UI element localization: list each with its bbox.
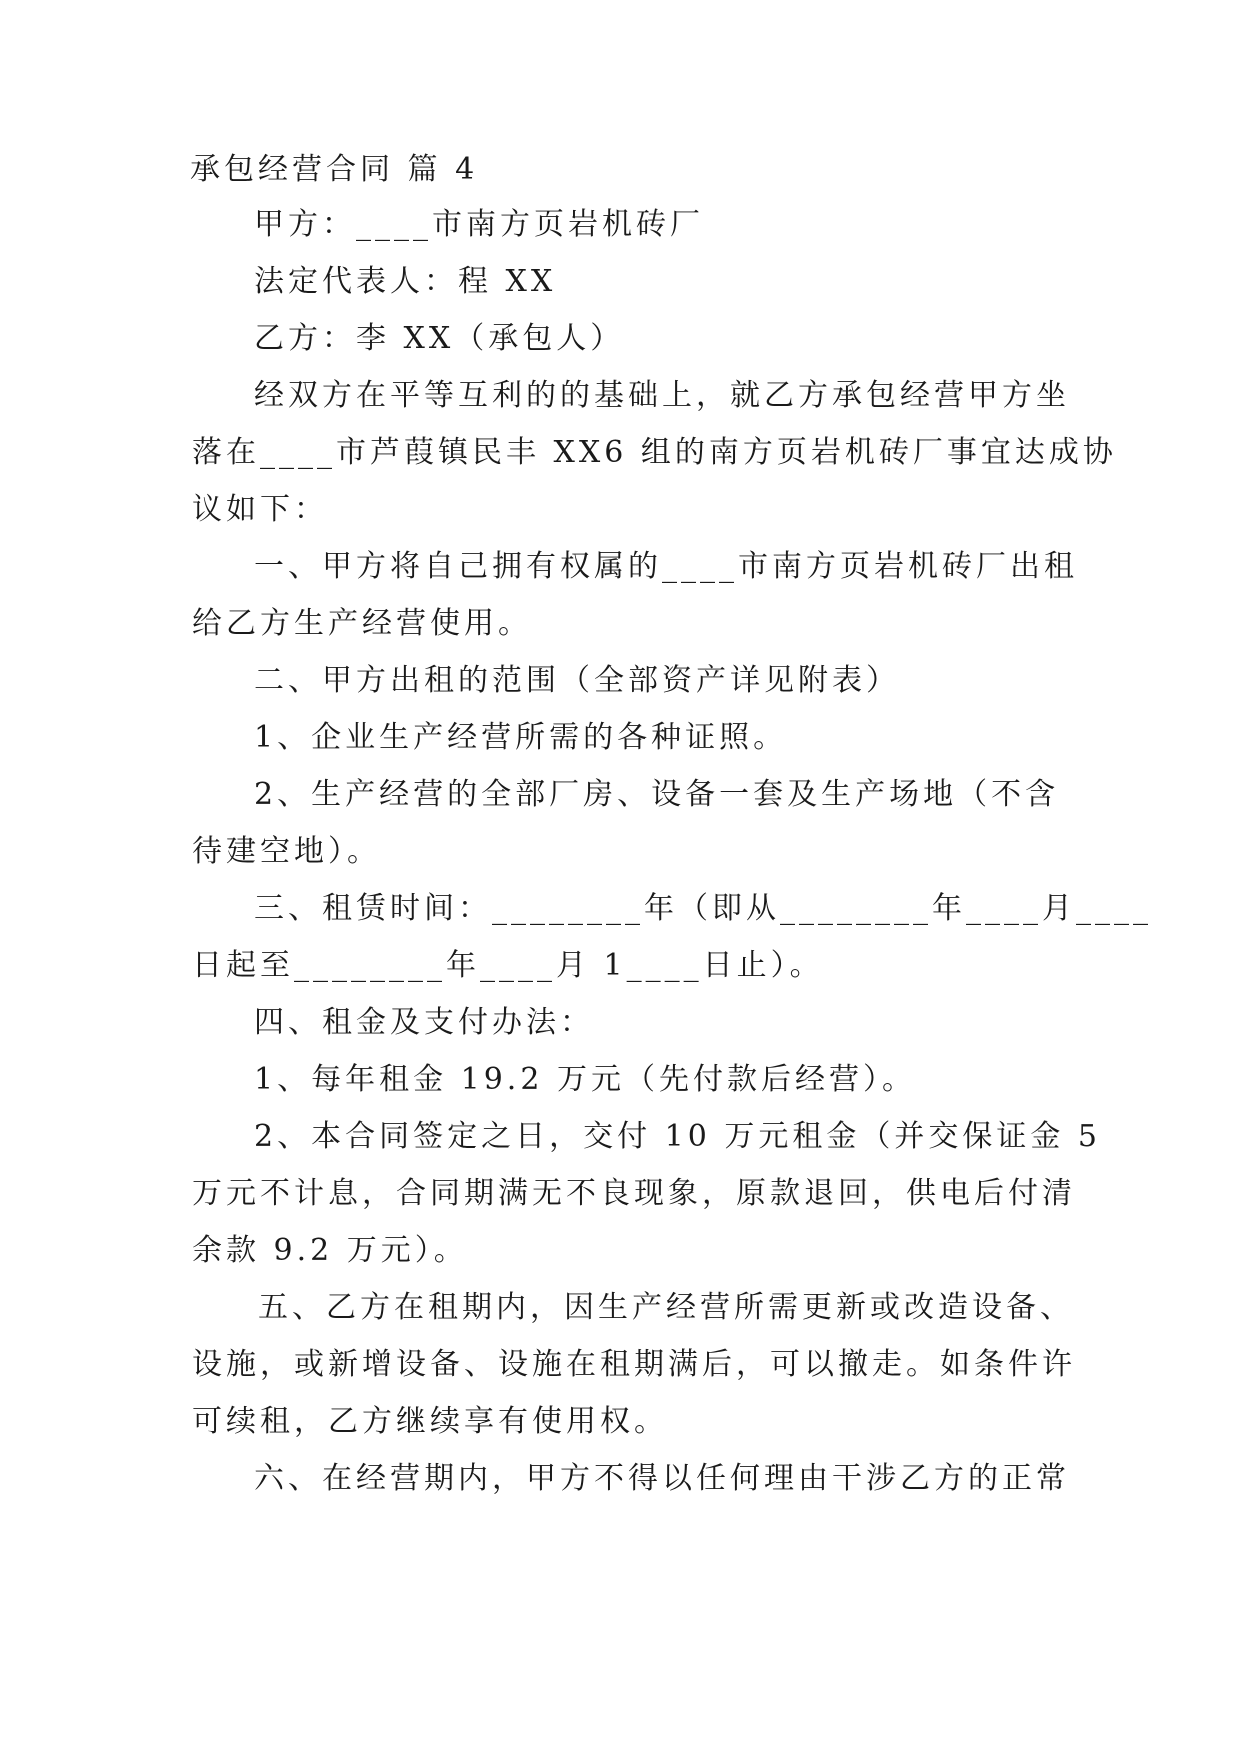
clause-5-line: 可续租，乙方继续享有使用权。 [192,1404,668,1439]
clause-4-item-2: 万元不计息，合同期满无不良现象，原款退回，供电后付清 [192,1176,1076,1211]
paragraph-line: 经双方在平等互利的的基础上，就乙方承包经营甲方坐 [254,378,1070,413]
clause-4-item-2: 2、本合同签定之日，交付 10 万元租金（并交保证金 5 [254,1119,1101,1154]
clause-2-item-2: 2、生产经营的全部厂房、设备一套及生产场地（不含 [254,777,1060,812]
party-b-line: 乙方：李 XX（承包人） [254,321,625,356]
clause-4-line: 四、租金及支付办法： [254,1005,594,1040]
clause-2-item-1: 1、企业生产经营所需的各种证照。 [254,720,788,755]
clause-4-item-2: 余款 9.2 万元）。 [192,1233,468,1268]
party-a-line: 甲方：____市南方页岩机砖厂 [254,207,704,242]
document-title: 承包经营合同 篇 4 [190,152,479,187]
clause-1-line: 一、甲方将自己拥有权属的____市南方页岩机砖厂出租 [254,549,1078,584]
clause-2-line: 二、甲方出租的范围（全部资产详见附表） [254,663,900,698]
clause-3-line: 三、租赁时间：________年（即从________年____月____ [254,891,1152,926]
clause-5-line: 五、乙方在租期内，因生产经营所需更新或改造设备、 [258,1290,1074,1325]
paragraph-line: 议如下： [192,492,328,527]
clause-4-item-1: 1、每年租金 19.2 万元（先付款后经营）。 [254,1062,916,1097]
clause-1-line: 给乙方生产经营使用。 [192,606,532,641]
clause-2-item-2: 待建空地）。 [192,834,381,869]
clause-6-line: 六、在经营期内，甲方不得以任何理由干涉乙方的正常 [254,1461,1070,1496]
paragraph-line: 落在____市芦葭镇民丰 XX6 组的南方页岩机砖厂事宜达成协 [192,435,1117,470]
legal-rep-line: 法定代表人：程 XX [254,264,557,299]
clause-3-line: 日起至________年____月 1____日止）。 [192,948,824,983]
clause-5-line: 设施，或新增设备、设施在租期满后，可以撤走。如条件许 [192,1347,1076,1382]
